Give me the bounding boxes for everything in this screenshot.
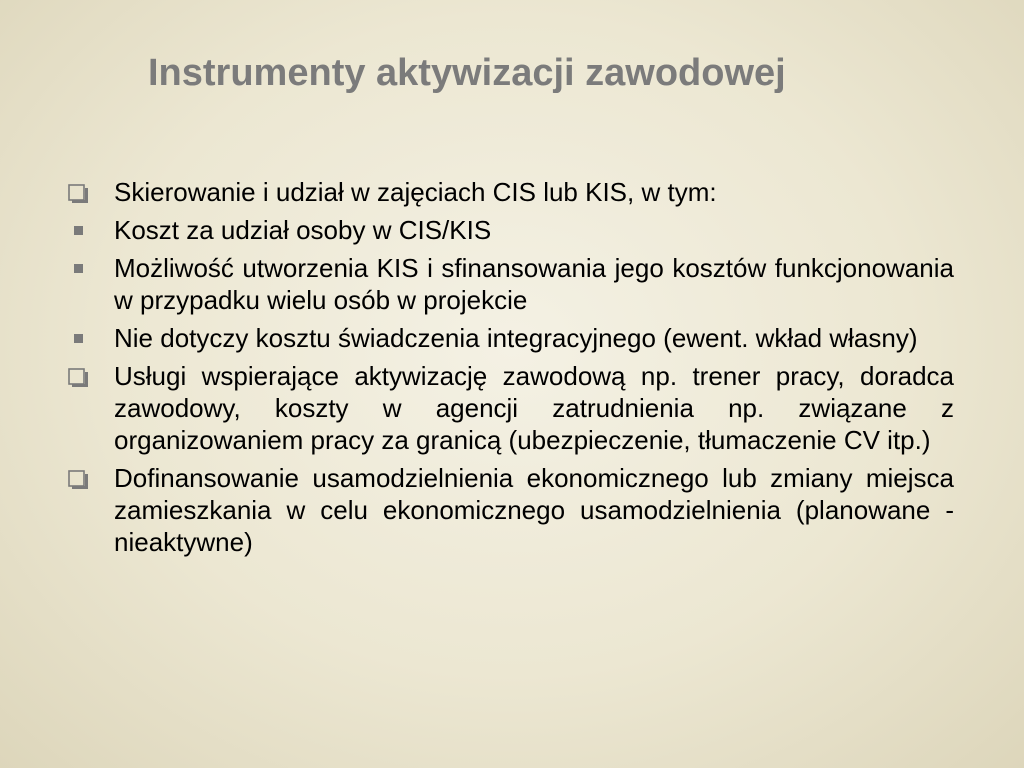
- hollow-box-bullet-icon: [62, 462, 102, 494]
- square-bullet-icon: [62, 214, 102, 246]
- square-bullet-icon: [62, 252, 102, 284]
- list-item: [62, 322, 954, 354]
- list-item: [62, 462, 954, 558]
- list-item: [62, 176, 954, 208]
- list-item-text: Koszt za udział osoby w CIS/KIS: [114, 215, 492, 245]
- bullet-list: [62, 176, 954, 564]
- list-item-text: Skierowanie i udział w zajęciach CIS lub KIS, w tym:: [114, 177, 717, 207]
- list-item: [62, 252, 954, 316]
- list-item-text: Usługi wspierające aktywizację zawodową np. trener pracy, doradca zawodowy, koszty w agencji zatrudnienia np. związane z organizowaniem pracy za granicą (ubezpieczenie, tłumaczenie CV itp.): [114, 361, 954, 455]
- hollow-box-bullet-icon: [62, 360, 102, 392]
- list-item: [62, 214, 954, 246]
- list-item-text: Możliwość utworzenia KIS i sfinansowania jego kosztów funkcjonowania w przypadku wielu osób w projekcie: [114, 253, 954, 315]
- list-item-text: Dofinansowanie usamodzielnienia ekonomicznego lub zmiany miejsca zamieszkania w celu ekonomicznego usamodzielnienia (planowane - nieaktywne): [114, 463, 954, 557]
- hollow-box-bullet-icon: [62, 176, 102, 208]
- list-item: [62, 360, 954, 456]
- list-item-text: Nie dotyczy kosztu świadczenia integracyjnego (ewent. wkład własny): [114, 323, 918, 353]
- square-bullet-icon: [62, 322, 102, 354]
- slide-title: Instrumenty aktywizacji zawodowej: [148, 52, 786, 94]
